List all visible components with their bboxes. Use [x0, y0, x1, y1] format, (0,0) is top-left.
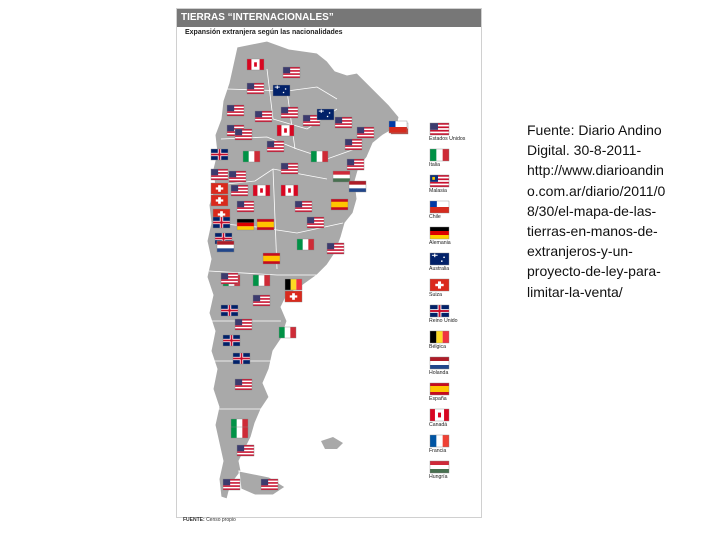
usa-flag-icon: [281, 107, 298, 118]
italy-flag-icon: [279, 327, 296, 338]
legend-label: Alemania: [429, 240, 451, 246]
belgium-flag-icon: [430, 331, 449, 343]
hungary-flag-icon: [333, 171, 350, 182]
canada-flag-icon: [253, 185, 270, 196]
uk-flag-icon: [430, 305, 449, 317]
italy-flag-icon: [253, 275, 270, 286]
netherlands-flag-icon: [217, 241, 234, 252]
legend-label: Chile: [429, 214, 441, 220]
canada-flag-icon: [277, 125, 294, 136]
argentina-map: [177, 9, 481, 517]
italy-flag-icon: [243, 151, 260, 162]
usa-flag-icon: [223, 479, 240, 490]
usa-flag-icon: [221, 273, 238, 284]
usa-flag-icon: [357, 127, 374, 138]
germany-flag-icon: [430, 227, 449, 239]
legend-label: Malasia: [429, 188, 447, 194]
legend-label: Bélgica: [429, 344, 447, 350]
spain-flag-icon: [331, 199, 348, 210]
legend-label: Suiza: [429, 292, 442, 298]
switzerland-flag-icon: [211, 183, 228, 194]
switzerland-flag-icon: [430, 279, 449, 291]
netherlands-flag-icon: [349, 181, 366, 192]
usa-flag-icon: [235, 379, 252, 390]
usa-flag-icon: [335, 117, 352, 128]
australia-flag-icon: [430, 253, 449, 265]
legend-label: Holanda: [429, 370, 449, 376]
switzerland-flag-icon: [211, 195, 228, 206]
figure-title: TIERRAS “INTERNACIONALES”: [177, 9, 481, 27]
canada-flag-icon: [281, 185, 298, 196]
belgium-flag-icon: [285, 279, 302, 290]
legend-label: Reino Unido: [429, 318, 458, 324]
germany-flag-icon: [237, 219, 254, 230]
caption-line: Digital. 30-8-2011-: [527, 142, 642, 159]
usa-flag-icon: [229, 171, 246, 182]
italy-flag-icon: [297, 239, 314, 250]
caption-line: proyecto-de-ley-para-: [527, 263, 661, 280]
italy-flag-icon: [311, 151, 328, 162]
figure-subtitle: Expansión extranjera según las nacionalidades: [185, 29, 343, 36]
spain-flag-icon: [257, 219, 274, 230]
usa-flag-icon: [261, 479, 278, 490]
spain-flag-icon: [263, 253, 280, 264]
usa-flag-icon: [281, 163, 298, 174]
chile-flag-icon: [389, 121, 407, 133]
usa-flag-icon: [211, 169, 228, 180]
usa-flag-icon: [283, 67, 300, 78]
legend-label: Australia: [429, 266, 450, 272]
usa-flag-icon: [430, 123, 449, 135]
usa-flag-icon: [327, 243, 344, 254]
usa-flag-icon: [347, 159, 364, 170]
usa-flag-icon: [247, 83, 264, 94]
usa-flag-icon: [255, 111, 272, 122]
uk-flag-icon: [211, 149, 228, 160]
caption-line: extranjeros-y-un-: [527, 243, 633, 260]
legend-label: España: [429, 396, 447, 402]
caption-line: 8/30/el-mapa-de-las-: [527, 202, 657, 219]
figure-source: [183, 517, 236, 523]
usa-flag-icon: [237, 445, 254, 456]
usa-flag-icon: [253, 295, 270, 306]
france-flag-icon: [430, 435, 449, 447]
hungary-flag-icon: [430, 461, 449, 473]
caption-line: tierras-en-manos-de-: [527, 223, 658, 240]
caption-line: o.com.ar/diario/2011/0: [527, 182, 666, 199]
legend-label: Hungría: [429, 474, 448, 480]
usa-flag-icon: [345, 139, 362, 150]
malvinas-islands: [321, 437, 343, 449]
usa-flag-icon: [235, 319, 252, 330]
uk-flag-icon: [221, 305, 238, 316]
spain-flag-icon: [430, 383, 449, 395]
canada-flag-icon: [247, 59, 264, 70]
usa-flag-icon: [227, 105, 244, 116]
legend-label: Italia: [429, 162, 440, 168]
italy-flag-icon: [231, 427, 248, 438]
canada-flag-icon: [430, 409, 449, 421]
usa-flag-icon: [237, 201, 254, 212]
uk-flag-icon: [213, 217, 230, 228]
caption-line: Fuente: Diario Andino: [527, 122, 662, 138]
legend-label: Canadá: [429, 422, 448, 428]
legend-flags: [430, 123, 449, 473]
usa-flag-icon: [235, 129, 252, 140]
uk-flag-icon: [223, 335, 240, 346]
usa-flag-icon: [295, 201, 312, 212]
australia-flag-icon: [273, 85, 290, 96]
source-caption: [527, 120, 717, 302]
caption-line: limitar-la-venta/: [527, 283, 623, 300]
source-text: Censo propio: [206, 517, 236, 523]
malaysia-flag-icon: [430, 175, 449, 187]
legend-label: Estados Unidos: [429, 136, 466, 142]
usa-flag-icon: [267, 141, 284, 152]
uk-flag-icon: [233, 353, 250, 364]
legend-label: Francia: [429, 448, 447, 454]
australia-flag-icon: [317, 109, 334, 120]
netherlands-flag-icon: [430, 357, 449, 369]
usa-flag-icon: [307, 217, 324, 228]
switzerland-flag-icon: [285, 291, 302, 302]
map-figure: [176, 8, 482, 523]
caption-line: http://www.diarioandin: [527, 162, 664, 179]
source-label: FUENTE:: [183, 517, 205, 523]
chile-flag-icon: [430, 201, 449, 213]
italy-flag-icon: [430, 149, 449, 161]
usa-flag-icon: [231, 185, 248, 196]
